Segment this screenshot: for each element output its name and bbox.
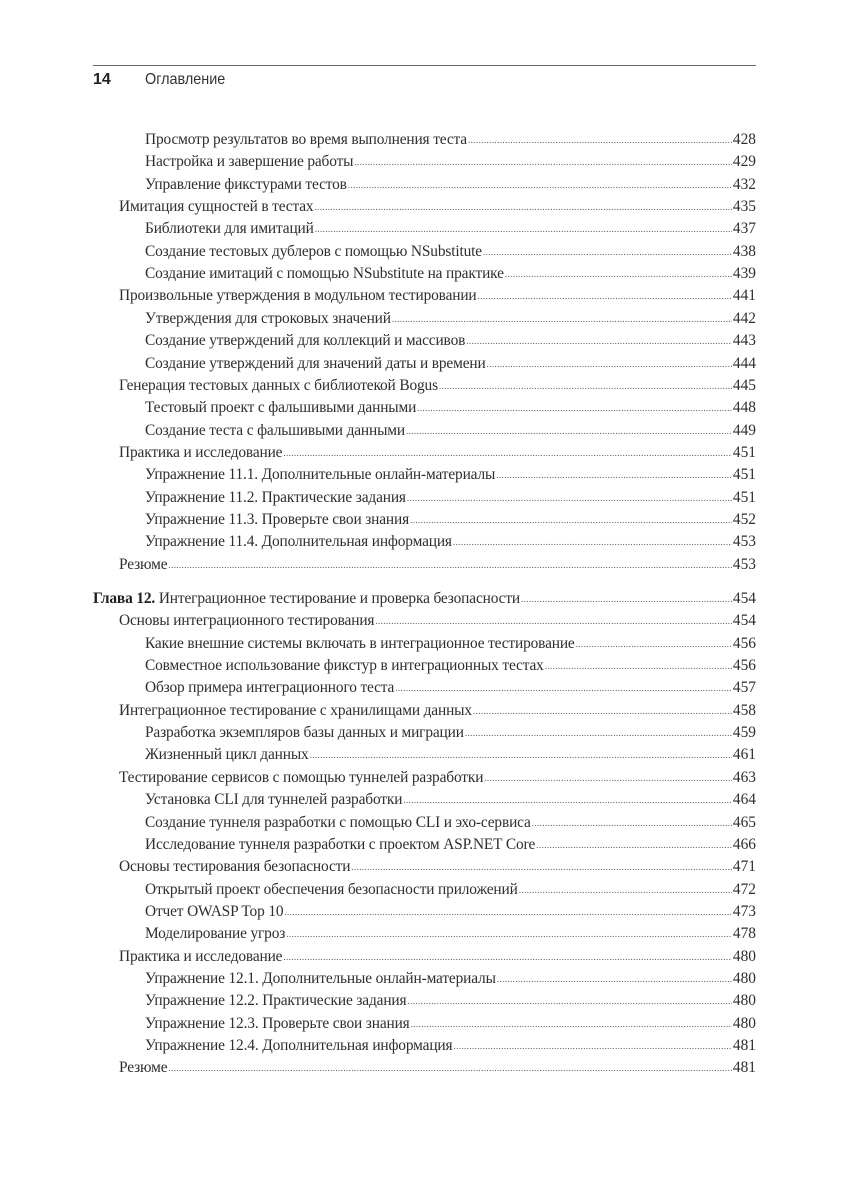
toc-entry-title: Практика и исследование [119,947,283,965]
dot-leader [505,264,732,284]
toc-entry-page: 473 [732,902,756,920]
toc-entry[interactable] [119,611,756,631]
toc-entry-page: 428 [732,131,756,148]
toc-entry[interactable] [119,857,756,877]
dot-leader [417,398,732,418]
toc-entry-page: 481 [732,1059,756,1077]
toc-entry-title: Упражнение 11.3. Проверьте свои знания [145,510,410,528]
toc-entry-title: Резюме [119,555,168,573]
toc-entry[interactable] [119,197,756,217]
toc-entry-title [93,589,520,609]
toc-entry-title: Создание утверждений для коллекций и массивов [145,332,466,350]
toc-entry-title: Создание имитаций с помощью NSubstitute на практике [145,265,504,283]
toc-entry-title: Практика и исследование [119,443,283,461]
header-rule [93,65,756,66]
toc-entry[interactable] [145,1014,756,1034]
toc-entry[interactable] [145,678,756,698]
toc-entry-page: 451 [732,488,756,506]
toc-entry-title: Открытый проект обеспечения безопасности приложений [145,880,518,898]
toc-entry-title: Резюме [119,1059,168,1077]
toc-entry[interactable] [145,532,756,552]
toc-entry[interactable] [145,421,756,441]
dot-leader [314,197,731,217]
toc-entry[interactable] [145,880,756,900]
toc-entry-page: 453 [732,533,756,551]
dot-leader [351,857,732,877]
toc-entry-page: 456 [732,634,756,652]
toc-entry-page: 429 [732,153,756,171]
toc-entry[interactable] [145,331,756,351]
toc-entry[interactable] [145,634,756,654]
toc-entry-page: 465 [732,813,756,831]
toc-entry[interactable] [145,790,756,810]
toc-entry-title: Генерация тестовых данных с библиотекой Bogus [119,376,438,394]
dot-leader [411,1014,732,1034]
dot-leader [521,589,732,609]
toc-entry-title: Интеграционное тестирование с хранилищами данных [119,701,472,719]
toc-entry[interactable] [145,264,756,284]
toc-entry-page: 453 [732,555,756,573]
toc-entry-page: 444 [732,354,756,372]
toc-entry-page: 449 [732,421,756,439]
toc-entry[interactable] [145,130,756,150]
page-number: 14 [93,71,111,88]
toc-entry-page: 458 [732,701,756,719]
toc-entry[interactable] [119,376,756,396]
toc-entry[interactable] [119,286,756,306]
dot-leader [410,510,732,530]
toc-entry-page: 480 [732,992,756,1010]
toc-entry-title: Исследование туннеля разработки с проектом ASP.NET Core [145,835,536,853]
toc-entry-title: Отчет OWASP Top 10 [145,902,284,920]
toc-entry-page: 480 [732,969,756,987]
toc-entry-page: 463 [732,768,756,786]
toc-entry-page: 451 [732,443,756,461]
dot-leader [465,723,732,743]
dot-leader [497,969,732,989]
dot-leader [395,678,732,698]
toc-entry-page: 471 [732,858,756,876]
toc-entry[interactable] [145,835,756,855]
toc-entry[interactable] [145,309,756,329]
chapter-label: Глава 12. [93,590,156,607]
toc-entry-title: Создание тестовых дублеров с помощью NSubstitute [145,242,482,260]
dot-leader [536,835,732,855]
toc-entry[interactable] [119,555,756,575]
toc-entry-title: Упражнение 11.4. Дополнительная информация [145,533,452,551]
dot-leader [286,924,732,944]
dot-leader [545,656,732,676]
dot-leader [283,947,732,967]
toc-entry-page: 438 [732,242,756,260]
toc-entry-page: 452 [732,510,756,528]
dot-leader [453,1036,731,1056]
toc-entry-title: Библиотеки для имитаций [145,220,314,238]
toc-entry-page: 456 [732,657,756,675]
dot-leader [315,219,732,239]
toc-entry[interactable] [145,354,756,374]
toc-entry-title: Установка CLI для туннелей разработки [145,791,403,809]
toc-entry-page: 441 [732,287,756,305]
toc-entry-title: Упражнение 11.1. Дополнительные онлайн-материалы [145,466,496,484]
dot-leader [348,175,732,195]
toc-entry-title: Управление фикстурами тестов [145,175,347,193]
dot-leader [407,488,732,508]
toc-entry-page: 448 [732,399,756,417]
toc-entry-page: 437 [732,220,756,238]
toc-entry-page: 464 [732,791,756,809]
dot-leader [453,532,732,552]
toc-entry-page: 478 [732,925,756,943]
dot-leader [483,242,732,262]
toc-entry[interactable] [119,701,756,721]
toc-entry-title: Создание туннеля разработки с помощью CLI и эхо-сервиса [145,813,531,831]
toc-entry-title: Настройка и завершение работы [145,153,354,171]
toc-entry-title: Имитация сущностей в тестах [119,198,314,216]
toc-entry-page: 480 [732,947,756,965]
toc-entry-page: 481 [732,1037,756,1054]
toc-entry-page: 459 [732,724,756,742]
toc-entry-title: Моделирование угроз [145,925,286,943]
toc-entry-title: Тестовый проект с фальшивыми данными [145,399,417,417]
toc-entry[interactable] [145,902,756,922]
toc-entry[interactable] [145,813,756,833]
toc-entry-title: Упражнение 11.2. Практические задания [145,488,406,506]
toc-entry[interactable] [145,656,756,676]
dot-leader [354,152,732,172]
toc-entry-page: 443 [732,332,756,350]
toc-entry-title: Создание утверждений для значений даты и времени [145,354,486,372]
toc-entry-title: Основы интеграционного тестирования [119,612,375,630]
toc-entry[interactable] [145,924,756,944]
toc-entry[interactable] [145,242,756,262]
dot-leader [392,309,732,329]
dot-leader [473,701,732,721]
toc-entry-title: Произвольные утверждения в модульном тестировании [119,287,477,305]
dot-leader [487,354,732,374]
toc-entry[interactable] [145,969,756,989]
toc-entry-page: 454 [732,612,756,630]
toc-entry-page: 480 [732,1014,756,1032]
running-title: Оглавление [145,71,226,88]
toc-entry-page: 466 [732,835,756,853]
toc-chapter-entry[interactable] [93,589,756,609]
dot-leader [403,790,732,810]
dot-leader [375,611,732,631]
toc-entry-page: 432 [732,175,756,193]
dot-leader [576,634,732,654]
toc-entry-title: Основы тестирования безопасности [119,858,351,876]
toc-entry-page: 472 [732,880,756,898]
toc-entry[interactable] [145,152,756,172]
toc-entry[interactable] [145,465,756,485]
toc-entry-page: 445 [732,376,756,394]
toc-entry-title: Разработка экземпляров базы данных и миграции [145,724,464,742]
toc-entry-title: Тестирование сервисов с помощью туннелей разработки [119,768,484,786]
toc-entry-title: Какие внешние системы включать в интеграционное тестирование [145,634,575,652]
toc-entry-title: Упражнение 12.2. Практические задания [145,992,407,1010]
dot-leader [478,286,732,306]
toc-entry[interactable] [145,219,756,239]
dot-leader [484,768,732,788]
dot-leader [496,465,732,485]
dot-leader [168,1058,731,1078]
toc-entry[interactable] [119,443,756,463]
toc-entry-page: 461 [732,746,756,764]
toc-entry-title: Совместное использование фикстур в интеграционных тестах [145,657,544,675]
toc-entry-page: 442 [732,309,756,327]
toc-entry[interactable] [145,398,756,418]
toc-entry[interactable] [145,175,756,195]
dot-leader [532,813,732,833]
toc-entry[interactable] [145,745,756,765]
toc-entry[interactable] [145,510,756,530]
dot-leader [466,331,732,351]
dot-leader [519,880,732,900]
toc-entry-title: Жизненный цикл данных [145,746,309,764]
toc-entry[interactable] [145,723,756,743]
toc-entry[interactable] [145,1036,756,1056]
toc-entry[interactable] [119,947,756,967]
toc-entry-page: 457 [732,679,756,697]
toc-entry-title: Упражнение 12.3. Проверьте свои знания [145,1014,410,1032]
toc-entry-page: 439 [732,265,756,283]
dot-leader [310,745,732,765]
toc-entry-page: 435 [732,198,756,216]
dot-leader [468,130,732,150]
toc-entry[interactable] [145,991,756,1011]
toc-entry-title: Обзор примера интеграционного теста [145,679,395,697]
dot-leader [406,421,732,441]
dot-leader [284,902,732,922]
dot-leader [407,991,731,1011]
toc-entry-page: 454 [732,590,756,607]
toc-entry-title: Утверждения для строковых значений [145,309,391,327]
toc-entry[interactable] [119,768,756,788]
toc-entry-title: Упражнение 12.1. Дополнительные онлайн-материалы [145,969,496,987]
toc-entry-title: Создание теста с фальшивыми данными [145,421,405,439]
dot-leader [283,443,732,463]
dot-leader [168,555,731,575]
toc-entry-title: Упражнение 12.4. Дополнительная информация [145,1037,453,1054]
chapter-title: Интеграционное тестирование и проверка безопасности [158,590,520,607]
dot-leader [439,376,732,396]
toc-entry[interactable] [145,488,756,508]
toc-entry[interactable] [119,1058,756,1078]
toc-entry-title: Просмотр результатов во время выполнения теста [145,131,467,148]
toc-entry-page: 451 [732,466,756,484]
